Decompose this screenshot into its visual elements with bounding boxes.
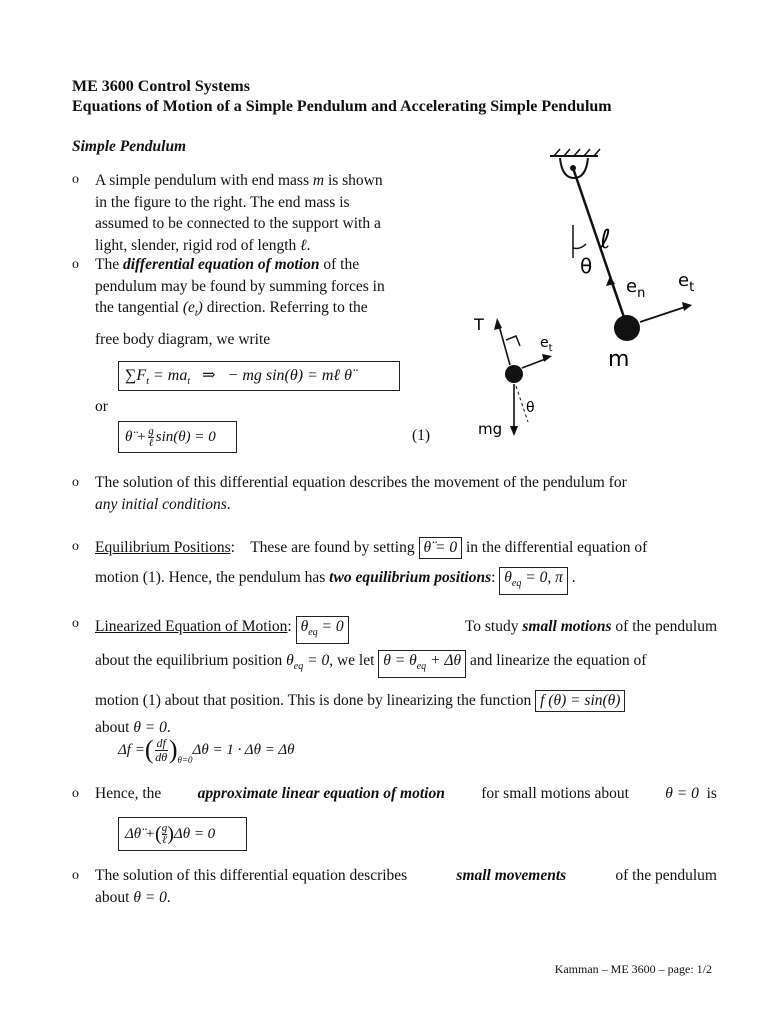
label-en: $e_n$ — [626, 276, 646, 301]
label-et: $e_t$ — [678, 270, 695, 295]
bullet-marker: o — [72, 257, 79, 272]
equation-number: (1) — [412, 427, 431, 444]
page-footer: Kamman – ME 3600 – page: 1/2 — [554, 962, 712, 976]
theta-arc — [573, 244, 586, 249]
et-arrow — [640, 306, 688, 322]
bullet-marker: o — [72, 616, 79, 631]
label-theta: θ — [580, 254, 593, 278]
paragraph-simple-pendulum: A simple pendulum with end mass m is shown in the figure to the right. The end mass is assumed to be connected to the support with a light, slender, rigid rod of length ℓ. — [95, 172, 383, 254]
section-heading: Simple Pendulum — [72, 138, 187, 155]
bullet-marker: o — [72, 786, 79, 801]
fbd-label-theta: θ — [526, 400, 535, 416]
equation-linearization: Δf = ( df dθ ) $_{\theta=0}$ Δθ = 1 · Δθ = Δθ — [118, 735, 295, 765]
paragraph-differential-equation: The differential equation of motion of the pendulum may be found by summing forces in the tangential $(e_t)$ direction. Referring to the free body diagram, we write — [95, 256, 385, 348]
fbd-mass — [505, 365, 523, 383]
paragraph-solution-small: The solution of this differential equation describes small movements of the pendulum about θ = 0. — [95, 867, 717, 906]
pendulum-figure — [440, 140, 730, 450]
bullet-marker: o — [72, 475, 79, 490]
equation-pendulum-nonlinear: θ̈ + g ℓ sin(θ) = 0 — [118, 421, 237, 453]
paragraph-solution-general: The solution of this differential equation describes the movement of the pendulum for any initial conditions. — [95, 474, 627, 513]
document-title: Equations of Motion of a Simple Pendulum and Accelerating Simple Pendulum — [72, 98, 612, 115]
equation-linear-motion: Δθ̈ + ( g ℓ ) Δθ = 0 — [118, 817, 247, 851]
label-m: m — [608, 347, 630, 372]
bullet-marker: o — [72, 172, 79, 187]
label-ell: ℓ — [600, 225, 611, 255]
pendulum-mass — [614, 315, 640, 341]
paragraph-equilibrium: Equilibrium Positions: These are found by setting θ̈ = 0 in the differential equation of motion (1). Hence, the pendulum has two equilibrium positions: $\theta_{eq} = 0$, π . — [95, 533, 717, 595]
bullet-marker: o — [72, 868, 79, 883]
fbd-label-T: T — [474, 315, 484, 334]
fbd-label-et: $e_t$ — [540, 335, 553, 354]
paragraph-approx-linear: Hence, the approximate linear equation of motion for small motions about θ = 0 is — [95, 785, 717, 802]
right-angle-mark — [506, 336, 520, 346]
course-title: ME 3600 Control Systems — [72, 78, 250, 95]
equation-force-sum: $\sum F_t = ma_t$ ⇒ − mg sin(θ) = mℓ θ̈ — [118, 361, 400, 391]
or-label: or — [95, 398, 108, 415]
fbd-label-mg: mg — [478, 420, 503, 438]
paragraph-linearization: Linearized Equation of Motion: $\theta_{eq} = 0$ To study small motions of the pendulum about the equilibrium position $\theta_{eq} = 0$, we let $\theta = \theta_{eq} + \Delta\theta$ and linearize the equation of motion (1) about that position. This is done by linearizing the function f (θ) = sin(θ) about θ = 0. — [95, 618, 717, 737]
bullet-marker: o — [72, 539, 79, 554]
